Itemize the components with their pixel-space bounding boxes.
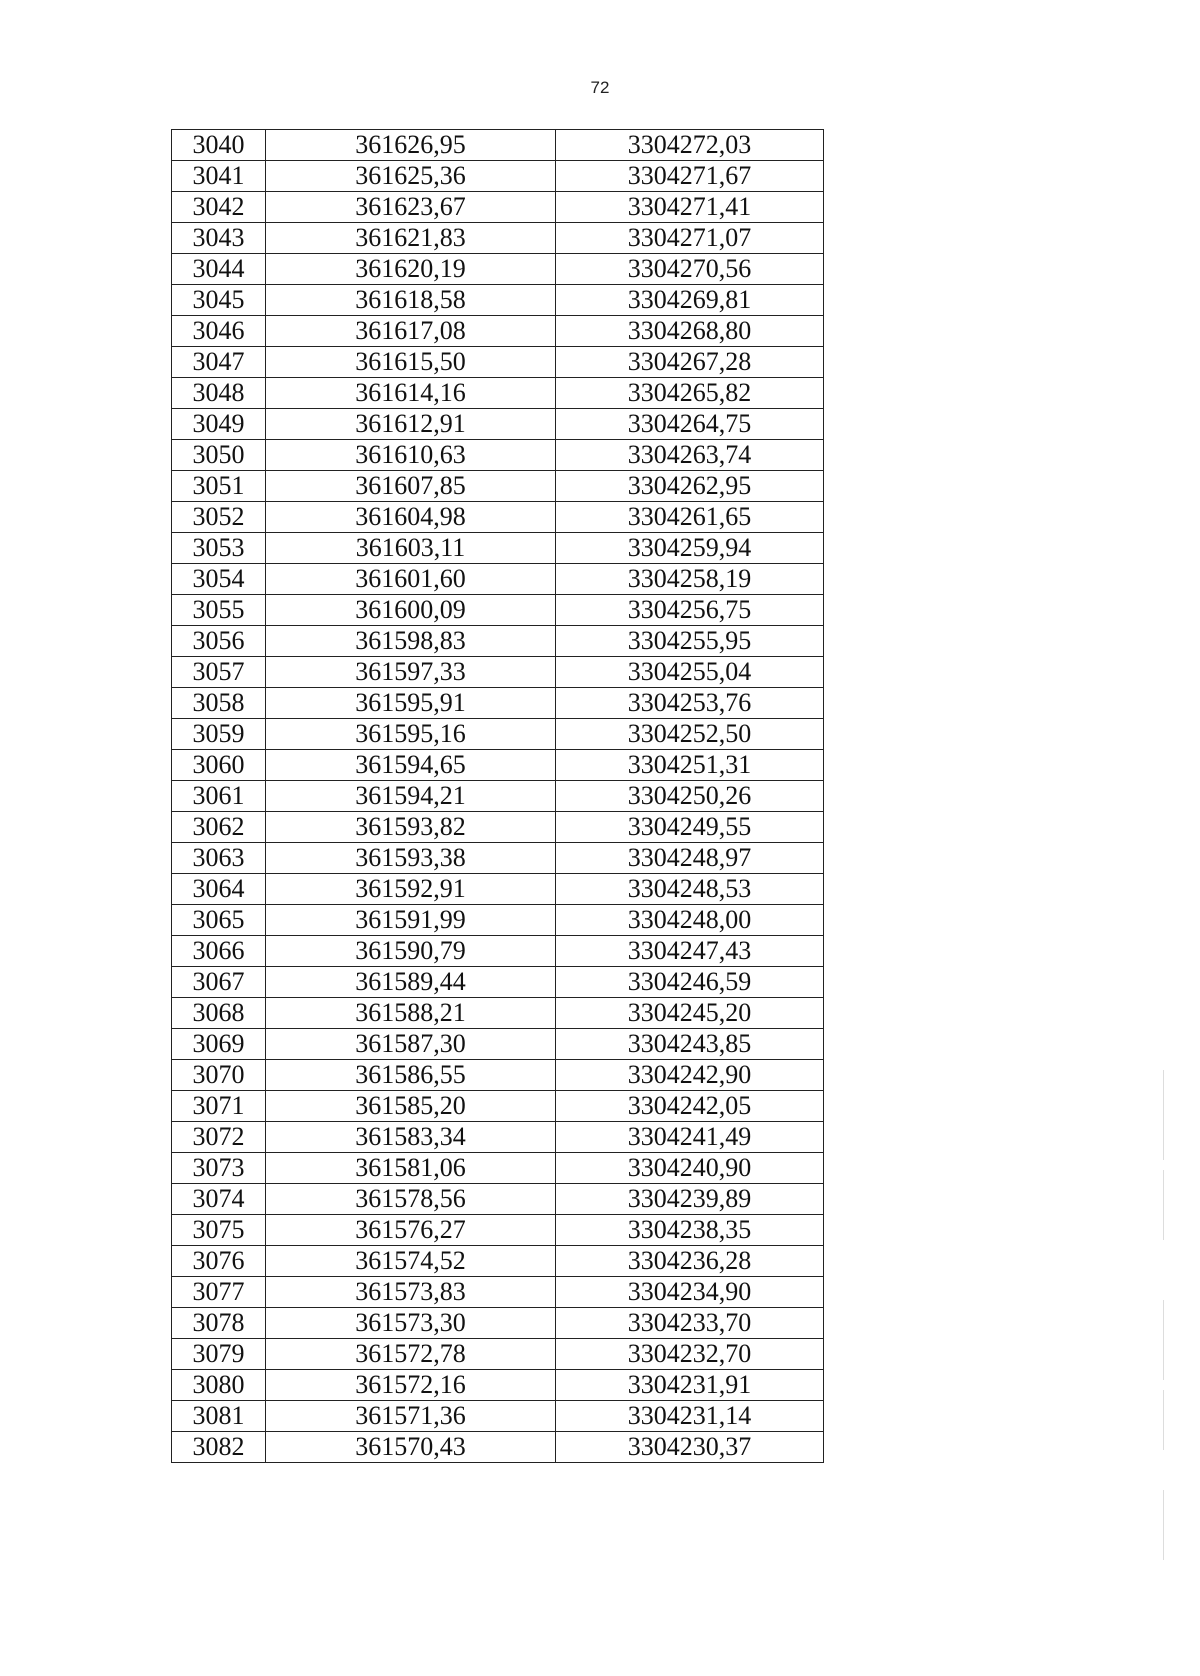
y-coordinate-cell: 3304271,41 bbox=[556, 192, 824, 223]
table-row bbox=[172, 719, 824, 750]
y-coordinate-cell: 3304270,56 bbox=[556, 254, 824, 285]
x-coordinate-cell: 361590,79 bbox=[266, 936, 556, 967]
table-row bbox=[172, 1091, 824, 1122]
point-number-cell: 3077 bbox=[172, 1277, 266, 1308]
y-coordinate-cell: 3304248,97 bbox=[556, 843, 824, 874]
table-row bbox=[172, 1215, 824, 1246]
x-coordinate-cell: 361585,20 bbox=[266, 1091, 556, 1122]
scan-artifact bbox=[1163, 1390, 1164, 1450]
x-coordinate-cell: 361581,06 bbox=[266, 1153, 556, 1184]
x-coordinate-cell: 361591,99 bbox=[266, 905, 556, 936]
table-row bbox=[172, 1308, 824, 1339]
point-number-cell: 3043 bbox=[172, 223, 266, 254]
table-row bbox=[172, 1401, 824, 1432]
scan-artifact bbox=[1163, 1490, 1164, 1560]
scan-artifact bbox=[1163, 1070, 1164, 1160]
point-number-cell: 3065 bbox=[172, 905, 266, 936]
table-row bbox=[172, 1277, 824, 1308]
point-number-cell: 3067 bbox=[172, 967, 266, 998]
table-row bbox=[172, 905, 824, 936]
x-coordinate-cell: 361598,83 bbox=[266, 626, 556, 657]
table-row bbox=[172, 440, 824, 471]
point-number-cell: 3080 bbox=[172, 1370, 266, 1401]
table-row bbox=[172, 874, 824, 905]
coordinate-table bbox=[171, 129, 824, 1463]
page-number: 72 bbox=[590, 78, 610, 97]
y-coordinate-cell: 3304242,05 bbox=[556, 1091, 824, 1122]
point-number-cell: 3046 bbox=[172, 316, 266, 347]
point-number-cell: 3053 bbox=[172, 533, 266, 564]
table-row bbox=[172, 161, 824, 192]
table-row bbox=[172, 843, 824, 874]
y-coordinate-cell: 3304236,28 bbox=[556, 1246, 824, 1277]
table-row bbox=[172, 130, 824, 161]
x-coordinate-cell: 361594,21 bbox=[266, 781, 556, 812]
table-row bbox=[172, 688, 824, 719]
point-number-cell: 3051 bbox=[172, 471, 266, 502]
x-coordinate-cell: 361573,83 bbox=[266, 1277, 556, 1308]
x-coordinate-cell: 361604,98 bbox=[266, 502, 556, 533]
y-coordinate-cell: 3304234,90 bbox=[556, 1277, 824, 1308]
x-coordinate-cell: 361576,27 bbox=[266, 1215, 556, 1246]
x-coordinate-cell: 361589,44 bbox=[266, 967, 556, 998]
point-number-cell: 3076 bbox=[172, 1246, 266, 1277]
x-coordinate-cell: 361600,09 bbox=[266, 595, 556, 626]
y-coordinate-cell: 3304248,53 bbox=[556, 874, 824, 905]
x-coordinate-cell: 361583,34 bbox=[266, 1122, 556, 1153]
point-number-cell: 3068 bbox=[172, 998, 266, 1029]
table-row bbox=[172, 1060, 824, 1091]
point-number-cell: 3066 bbox=[172, 936, 266, 967]
table-row bbox=[172, 564, 824, 595]
x-coordinate-cell: 361595,91 bbox=[266, 688, 556, 719]
y-coordinate-cell: 3304233,70 bbox=[556, 1308, 824, 1339]
point-number-cell: 3063 bbox=[172, 843, 266, 874]
x-coordinate-cell: 361626,95 bbox=[266, 130, 556, 161]
point-number-cell: 3041 bbox=[172, 161, 266, 192]
x-coordinate-cell: 361574,52 bbox=[266, 1246, 556, 1277]
point-number-cell: 3058 bbox=[172, 688, 266, 719]
x-coordinate-cell: 361571,36 bbox=[266, 1401, 556, 1432]
point-number-cell: 3056 bbox=[172, 626, 266, 657]
x-coordinate-cell: 361612,91 bbox=[266, 409, 556, 440]
table-row bbox=[172, 657, 824, 688]
point-number-cell: 3073 bbox=[172, 1153, 266, 1184]
y-coordinate-cell: 3304240,90 bbox=[556, 1153, 824, 1184]
x-coordinate-cell: 361601,60 bbox=[266, 564, 556, 595]
x-coordinate-cell: 361607,85 bbox=[266, 471, 556, 502]
y-coordinate-cell: 3304256,75 bbox=[556, 595, 824, 626]
point-number-cell: 3050 bbox=[172, 440, 266, 471]
point-number-cell: 3061 bbox=[172, 781, 266, 812]
point-number-cell: 3048 bbox=[172, 378, 266, 409]
table-row bbox=[172, 409, 824, 440]
x-coordinate-cell: 361572,16 bbox=[266, 1370, 556, 1401]
table-row bbox=[172, 998, 824, 1029]
table-row bbox=[172, 1184, 824, 1215]
point-number-cell: 3040 bbox=[172, 130, 266, 161]
point-number-cell: 3057 bbox=[172, 657, 266, 688]
point-number-cell: 3075 bbox=[172, 1215, 266, 1246]
point-number-cell: 3081 bbox=[172, 1401, 266, 1432]
y-coordinate-cell: 3304249,55 bbox=[556, 812, 824, 843]
y-coordinate-cell: 3304239,89 bbox=[556, 1184, 824, 1215]
y-coordinate-cell: 3304263,74 bbox=[556, 440, 824, 471]
table-row bbox=[172, 781, 824, 812]
point-number-cell: 3059 bbox=[172, 719, 266, 750]
point-number-cell: 3070 bbox=[172, 1060, 266, 1091]
table-row bbox=[172, 502, 824, 533]
x-coordinate-cell: 361603,11 bbox=[266, 533, 556, 564]
table-row bbox=[172, 1122, 824, 1153]
x-coordinate-cell: 361615,50 bbox=[266, 347, 556, 378]
table-row bbox=[172, 967, 824, 998]
table-row bbox=[172, 347, 824, 378]
y-coordinate-cell: 3304245,20 bbox=[556, 998, 824, 1029]
scan-artifact bbox=[1163, 1300, 1164, 1380]
point-number-cell: 3042 bbox=[172, 192, 266, 223]
table-row bbox=[172, 1029, 824, 1060]
y-coordinate-cell: 3304246,59 bbox=[556, 967, 824, 998]
point-number-cell: 3078 bbox=[172, 1308, 266, 1339]
point-number-cell: 3055 bbox=[172, 595, 266, 626]
table-row bbox=[172, 1370, 824, 1401]
table-row bbox=[172, 1246, 824, 1277]
y-coordinate-cell: 3304258,19 bbox=[556, 564, 824, 595]
point-number-cell: 3060 bbox=[172, 750, 266, 781]
x-coordinate-cell: 361587,30 bbox=[266, 1029, 556, 1060]
x-coordinate-cell: 361618,58 bbox=[266, 285, 556, 316]
y-coordinate-cell: 3304264,75 bbox=[556, 409, 824, 440]
point-number-cell: 3071 bbox=[172, 1091, 266, 1122]
table-row bbox=[172, 192, 824, 223]
x-coordinate-cell: 361592,91 bbox=[266, 874, 556, 905]
table-row bbox=[172, 223, 824, 254]
table-row bbox=[172, 285, 824, 316]
point-number-cell: 3049 bbox=[172, 409, 266, 440]
x-coordinate-cell: 361625,36 bbox=[266, 161, 556, 192]
y-coordinate-cell: 3304261,65 bbox=[556, 502, 824, 533]
y-coordinate-cell: 3304242,90 bbox=[556, 1060, 824, 1091]
point-number-cell: 3044 bbox=[172, 254, 266, 285]
y-coordinate-cell: 3304248,00 bbox=[556, 905, 824, 936]
table-row bbox=[172, 750, 824, 781]
y-coordinate-cell: 3304268,80 bbox=[556, 316, 824, 347]
y-coordinate-cell: 3304255,95 bbox=[556, 626, 824, 657]
x-coordinate-cell: 361586,55 bbox=[266, 1060, 556, 1091]
coordinate-table-body bbox=[172, 130, 824, 1463]
x-coordinate-cell: 361597,33 bbox=[266, 657, 556, 688]
point-number-cell: 3079 bbox=[172, 1339, 266, 1370]
table-row bbox=[172, 812, 824, 843]
table-row bbox=[172, 1432, 824, 1463]
x-coordinate-cell: 361594,65 bbox=[266, 750, 556, 781]
point-number-cell: 3047 bbox=[172, 347, 266, 378]
y-coordinate-cell: 3304231,91 bbox=[556, 1370, 824, 1401]
table-row bbox=[172, 936, 824, 967]
y-coordinate-cell: 3304271,67 bbox=[556, 161, 824, 192]
y-coordinate-cell: 3304230,37 bbox=[556, 1432, 824, 1463]
point-number-cell: 3072 bbox=[172, 1122, 266, 1153]
y-coordinate-cell: 3304252,50 bbox=[556, 719, 824, 750]
x-coordinate-cell: 361593,82 bbox=[266, 812, 556, 843]
x-coordinate-cell: 361623,67 bbox=[266, 192, 556, 223]
x-coordinate-cell: 361620,19 bbox=[266, 254, 556, 285]
x-coordinate-cell: 361595,16 bbox=[266, 719, 556, 750]
table-row bbox=[172, 1153, 824, 1184]
point-number-cell: 3074 bbox=[172, 1184, 266, 1215]
table-row bbox=[172, 1339, 824, 1370]
x-coordinate-cell: 361614,16 bbox=[266, 378, 556, 409]
y-coordinate-cell: 3304250,26 bbox=[556, 781, 824, 812]
point-number-cell: 3064 bbox=[172, 874, 266, 905]
x-coordinate-cell: 361578,56 bbox=[266, 1184, 556, 1215]
y-coordinate-cell: 3304247,43 bbox=[556, 936, 824, 967]
x-coordinate-cell: 361572,78 bbox=[266, 1339, 556, 1370]
x-coordinate-cell: 361610,63 bbox=[266, 440, 556, 471]
point-number-cell: 3054 bbox=[172, 564, 266, 595]
x-coordinate-cell: 361617,08 bbox=[266, 316, 556, 347]
point-number-cell: 3082 bbox=[172, 1432, 266, 1463]
table-row bbox=[172, 471, 824, 502]
y-coordinate-cell: 3304255,04 bbox=[556, 657, 824, 688]
scan-artifact bbox=[1163, 1170, 1164, 1240]
y-coordinate-cell: 3304241,49 bbox=[556, 1122, 824, 1153]
table-row bbox=[172, 533, 824, 564]
y-coordinate-cell: 3304272,03 bbox=[556, 130, 824, 161]
x-coordinate-cell: 361570,43 bbox=[266, 1432, 556, 1463]
table-row bbox=[172, 595, 824, 626]
point-number-cell: 3052 bbox=[172, 502, 266, 533]
x-coordinate-cell: 361588,21 bbox=[266, 998, 556, 1029]
table-row bbox=[172, 316, 824, 347]
point-number-cell: 3062 bbox=[172, 812, 266, 843]
table-row bbox=[172, 378, 824, 409]
y-coordinate-cell: 3304251,31 bbox=[556, 750, 824, 781]
x-coordinate-cell: 361573,30 bbox=[266, 1308, 556, 1339]
y-coordinate-cell: 3304267,28 bbox=[556, 347, 824, 378]
table-row bbox=[172, 254, 824, 285]
y-coordinate-cell: 3304231,14 bbox=[556, 1401, 824, 1432]
y-coordinate-cell: 3304253,76 bbox=[556, 688, 824, 719]
y-coordinate-cell: 3304265,82 bbox=[556, 378, 824, 409]
y-coordinate-cell: 3304269,81 bbox=[556, 285, 824, 316]
y-coordinate-cell: 3304232,70 bbox=[556, 1339, 824, 1370]
y-coordinate-cell: 3304259,94 bbox=[556, 533, 824, 564]
y-coordinate-cell: 3304262,95 bbox=[556, 471, 824, 502]
y-coordinate-cell: 3304243,85 bbox=[556, 1029, 824, 1060]
x-coordinate-cell: 361593,38 bbox=[266, 843, 556, 874]
point-number-cell: 3069 bbox=[172, 1029, 266, 1060]
point-number-cell: 3045 bbox=[172, 285, 266, 316]
x-coordinate-cell: 361621,83 bbox=[266, 223, 556, 254]
y-coordinate-cell: 3304271,07 bbox=[556, 223, 824, 254]
table-row bbox=[172, 626, 824, 657]
y-coordinate-cell: 3304238,35 bbox=[556, 1215, 824, 1246]
